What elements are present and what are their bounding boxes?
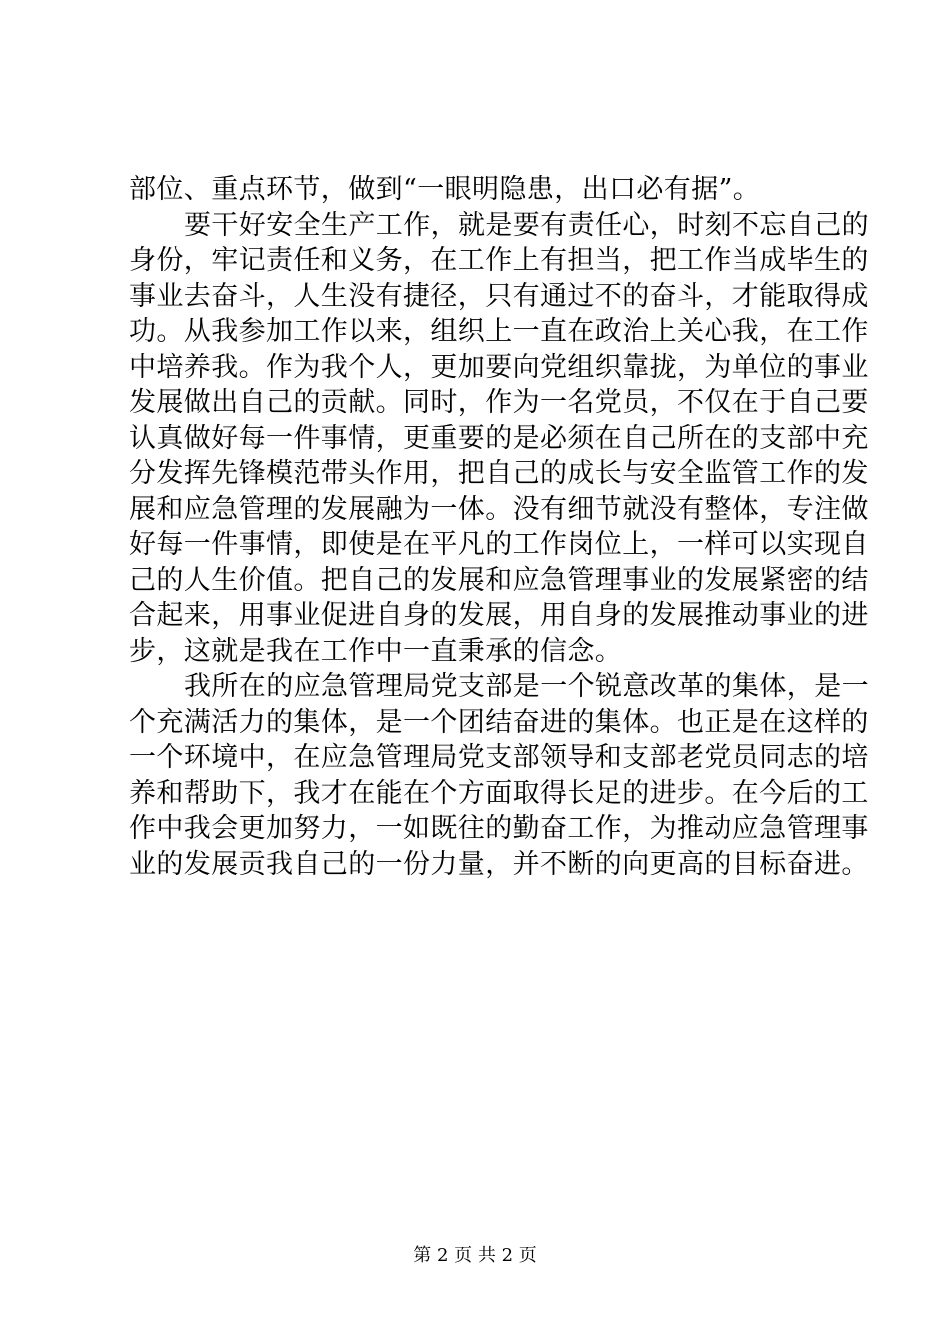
text-line: 一个环境中，在应急管理局党支部领导和支部老党员同志的培 xyxy=(129,742,869,773)
text-line: 作中我会更加努力，一如既往的勤奋工作，为推动应急管理事 xyxy=(129,813,869,844)
text-line: 身份，牢记责任和义务，在工作上有担当，把工作当成毕生的 xyxy=(129,245,869,276)
text-line: 己的人生价值。把自己的发展和应急管理事业的发展紧密的结 xyxy=(129,564,869,596)
text-line: 部位、重点环节，做到“一眼明隐患，出口必有据”。 xyxy=(129,174,761,205)
body-text xyxy=(129,172,869,882)
text-line: 合起来，用事业促进自身的发展，用自身的发展推动事业的进 xyxy=(129,600,869,631)
page-footer xyxy=(0,1244,950,1268)
text-line: 认真做好每一件事情，更重要的是必须在自己所在的支部中充 xyxy=(129,422,869,454)
text-line: 展和应急管理的发展融为一体。没有细节就没有整体，专注做 xyxy=(129,493,869,525)
text-line: 步，这就是我在工作中一直秉承的信念。 xyxy=(129,635,623,667)
text-line: 功。从我参加工作以来，组织上一直在政治上关心我，在工作 xyxy=(129,316,869,347)
text-line: 养和帮助下，我才在能在个方面取得长足的进步。在今后的工 xyxy=(129,777,869,809)
text-line: 分发挥先锋模范带头作用，把自己的成长与安全监管工作的发 xyxy=(129,458,869,489)
text-line: 好每一件事情，即使是在平凡的工作岗位上，一样可以实现自 xyxy=(129,529,869,560)
text-line: 事业去奋斗，人生没有捷径，只有通过不的奋斗，才能取得成 xyxy=(129,280,869,312)
text-line: 中培养我。作为我个人，更加要向党组织靠拢，为单位的事业 xyxy=(129,351,869,383)
text-line: 个充满活力的集体，是一个团结奋进的集体。也正是在这样的 xyxy=(129,706,869,738)
text-line: 发展做出自己的贡献。同时，作为一名党员，不仅在于自己要 xyxy=(129,387,869,418)
text-line: 我所在的应急管理局党支部是一个锐意改革的集体，是一 xyxy=(184,671,869,702)
page-number-label: 第 2 页 共 2 页 xyxy=(413,1245,537,1266)
text-line: 要干好安全生产工作，就是要有责任心，时刻不忘自己的 xyxy=(184,209,869,241)
text-line: 业的发展贡我自己的一份力量，并不断的向更高的目标奋进。 xyxy=(129,848,869,880)
